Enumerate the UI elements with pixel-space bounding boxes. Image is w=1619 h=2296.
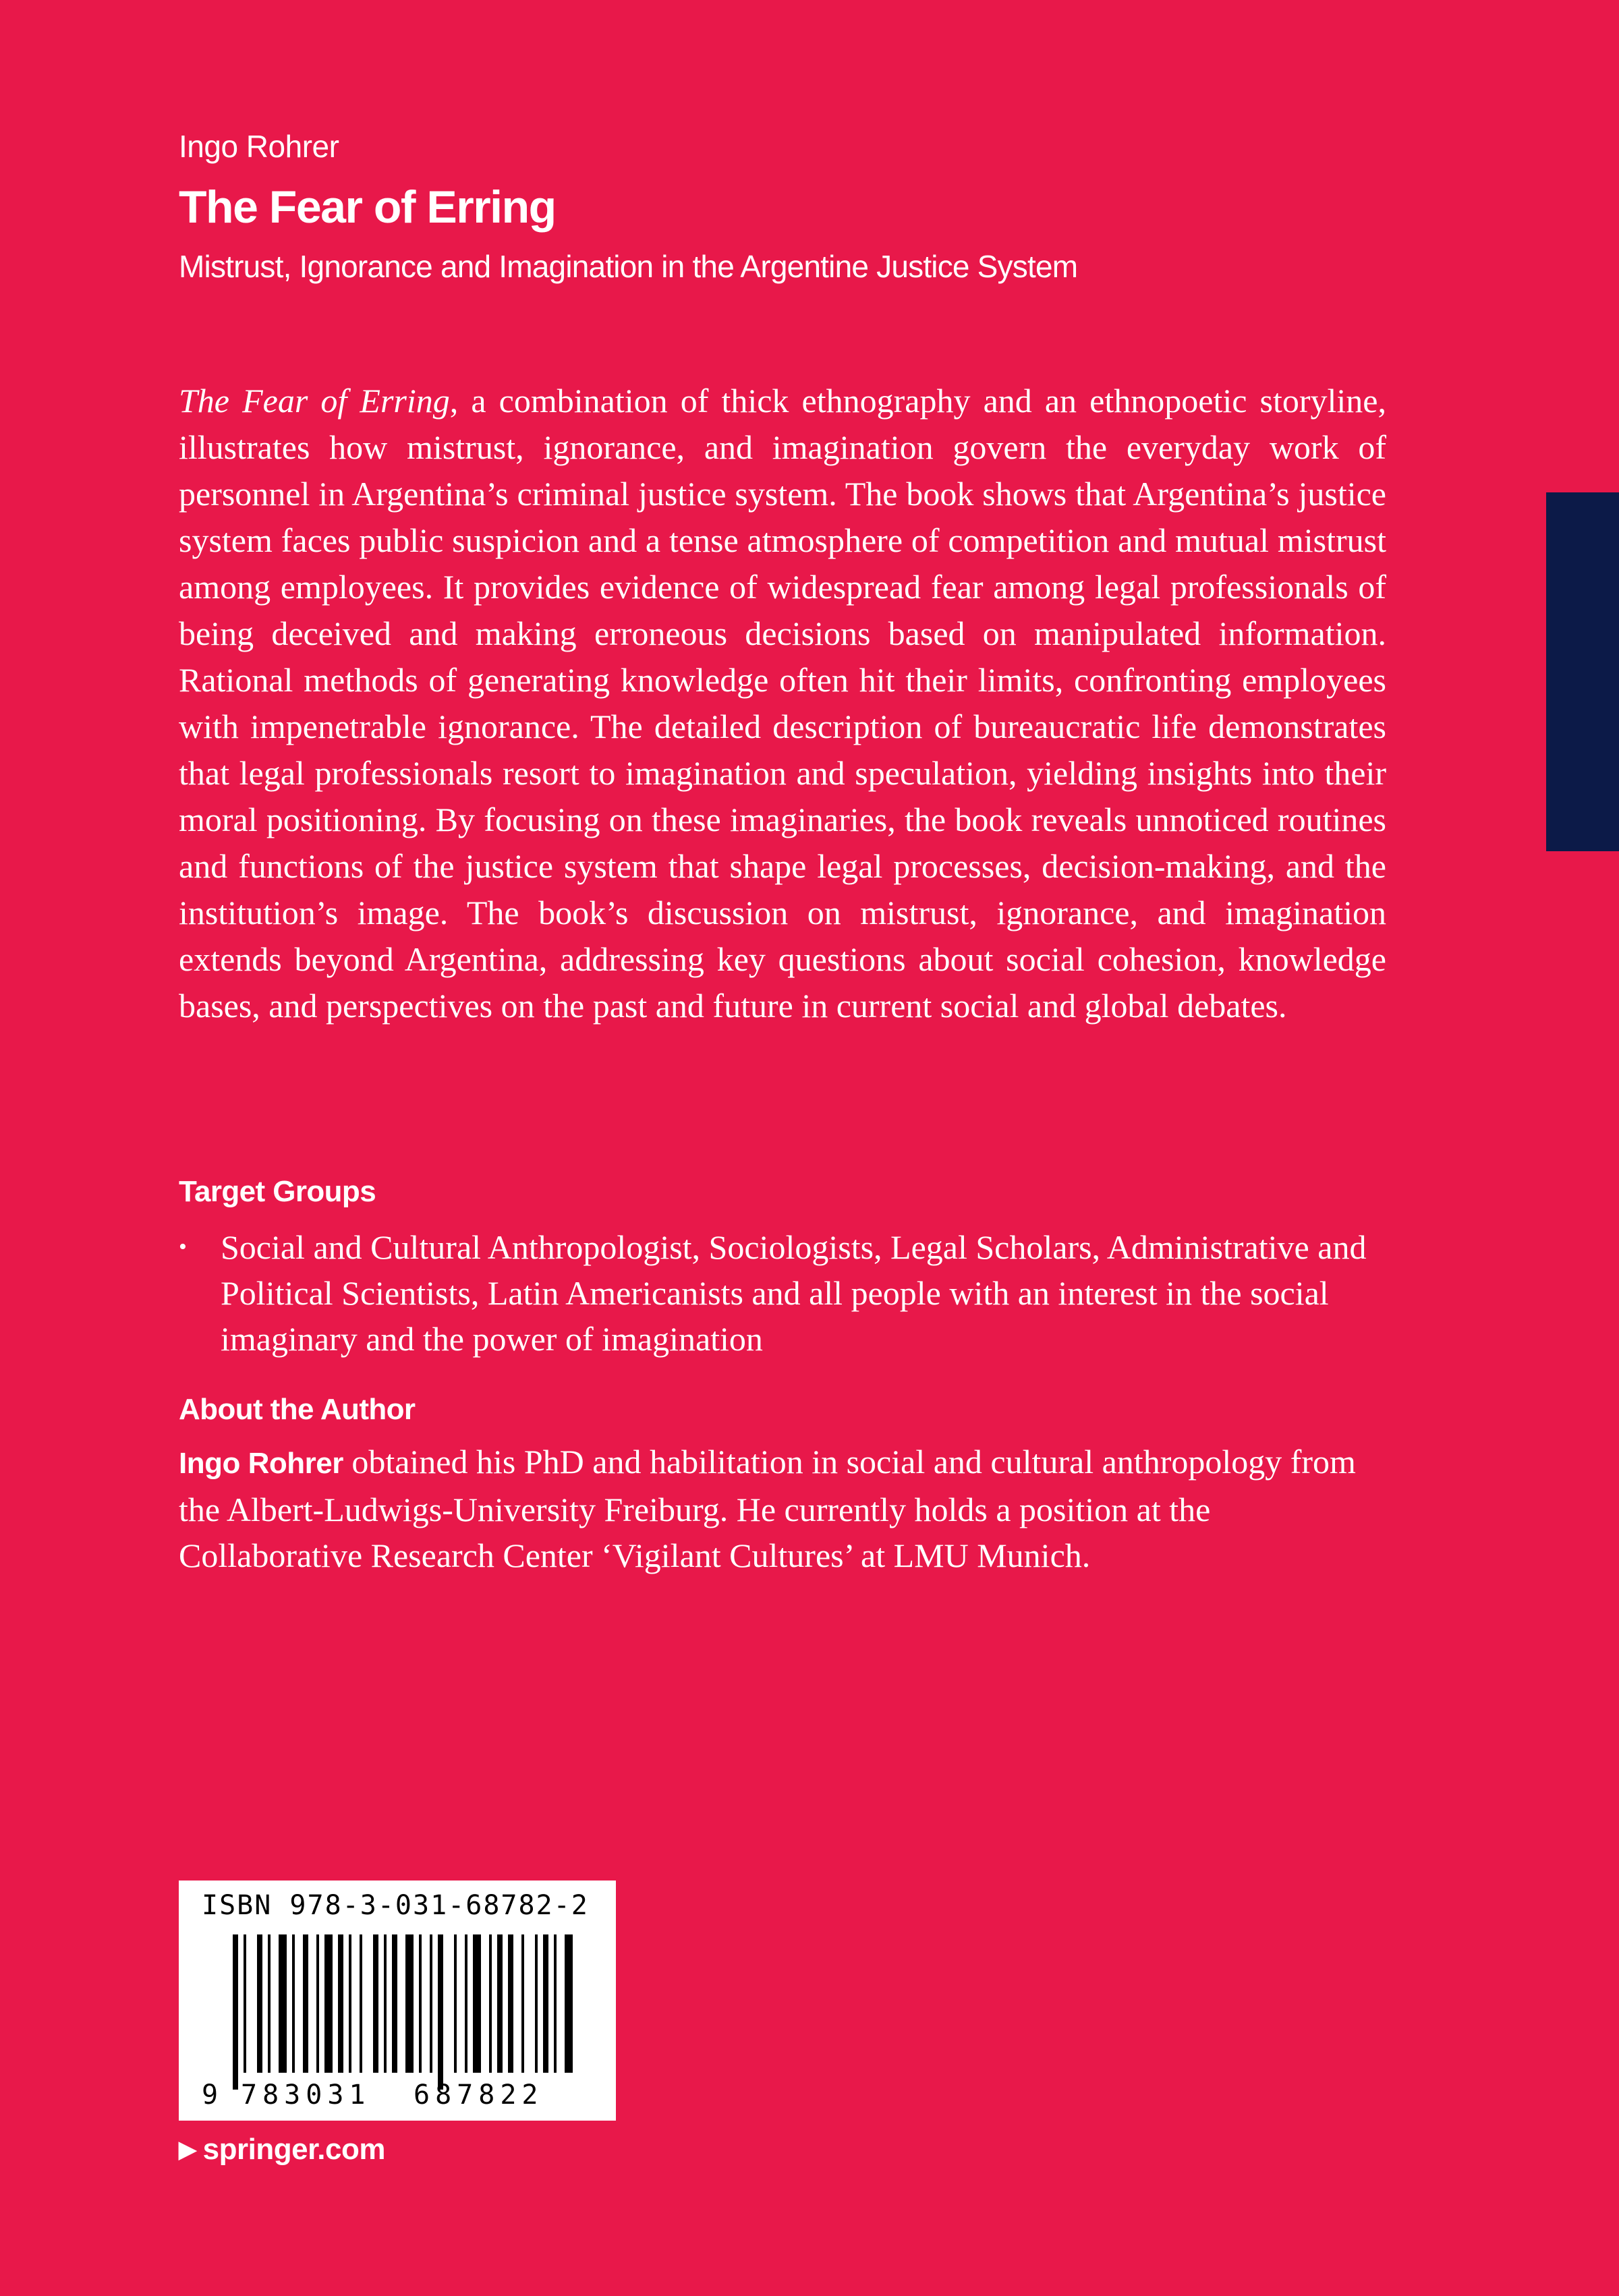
barcode-bar [489, 1934, 492, 2073]
barcode-bar [233, 1934, 238, 2090]
barcode-bar [454, 1934, 457, 2073]
barcode-bar [373, 1934, 378, 2073]
barcode-bar [465, 1934, 467, 2073]
book-description-text: , a combination of thick ethnography and an ethnopoetic storyline, illustrates how mistrust, ignorance, and imagination govern the everyday work of personnel in Argentina’s criminal justice system. The book shows that Argentina’s justice system faces public suspicion and a tense atmosphere of competition and mutual mistrust among employees. It provides evidence of widespread fear among legal professionals of being deceived and making erroneous decisions based on manipulated information. Rational methods of generating knowledge often hit their limits, confronting employees with impenetrable ignorance. The detailed description of bureaucratic life demonstrates that legal professionals resort to imagination and speculation, yielding insights into their moral positioning. By focusing on these imaginaries, the book reveals unnoticed routines and functions of the justice system that shape legal processes, decision-making, and the institution’s image. The book’s discussion on mistrust, ignorance, and imagination extends beyond Argentina, addressing key questions about social cohesion, knowledge bases, and perspectives on the past and future in current social and global debates. [179, 382, 1386, 1025]
target-group-item: Social and Cultural Anthropologist, Sociologists, Legal Scholars, Administrative and Political Scientists, Latin Americanists and all people with an interest in the social imaginary and the power of imagination [221, 1228, 1367, 1358]
book-description [179, 378, 1386, 1029]
barcode-bar [244, 1934, 246, 2073]
barcode-bar [360, 1934, 362, 2073]
barcode-bar [257, 1934, 262, 2073]
barcode-bar [324, 1934, 333, 2073]
barcode-bar [392, 1934, 397, 2073]
barcode-bar [303, 1934, 308, 2073]
barcode-bar [338, 1934, 343, 2073]
barcode-bar [279, 1934, 287, 2073]
barcode-bar [543, 1934, 548, 2073]
barcode-bar [497, 1934, 503, 2073]
barcode-bar [565, 1934, 573, 2073]
book-subtitle: Mistrust, Ignorance and Imagination in the Argentine Justice System [179, 249, 1078, 284]
barcode-bar [384, 1934, 387, 2073]
book-title-italic: The Fear of Erring [179, 382, 450, 420]
isbn-barcode [179, 1881, 616, 2121]
author-bio-text: obtained his PhD and habilitation in social and cultural anthropology from the Albert-Ludwigs-University Freiburg. He currently holds a position at the Collaborative Research Center ‘Vigilant Cultures’ at LMU Munich. [179, 1443, 1356, 1574]
isbn-label: ISBN 978-3-031-68782-2 [202, 1890, 589, 1921]
barcode-bar [268, 1934, 271, 2073]
barcode-digits-right: 687822 [414, 2079, 544, 2111]
barcode-bar [473, 1934, 481, 2073]
barcode-bar [419, 1934, 422, 2073]
about-author-heading: About the Author [179, 1393, 416, 1426]
publisher-link[interactable] [179, 2133, 385, 2166]
book-title: The Fear of Erring [179, 181, 556, 233]
barcode-bar [292, 1934, 295, 2073]
barcode-bar [405, 1934, 414, 2073]
author-bio-name: Ingo Rohrer [179, 1447, 343, 1480]
barcode-bar [430, 1934, 432, 2073]
author-bio [179, 1439, 1393, 1578]
barcode-bar [438, 1934, 443, 2090]
barcode-bar [554, 1934, 557, 2073]
publisher-link-text: springer.com [202, 2133, 385, 2166]
barcode-digits-left: 783031 [241, 2079, 371, 2111]
play-arrow-icon: ▶ [179, 2137, 196, 2162]
barcode-bar [508, 1934, 513, 2073]
barcode-bar [521, 1934, 524, 2073]
target-groups-heading: Target Groups [179, 1175, 376, 1208]
barcode-bar [316, 1934, 319, 2073]
spine-color-tab [1546, 492, 1619, 851]
author-name: Ingo Rohrer [179, 129, 339, 164]
barcode-bar [535, 1934, 538, 2073]
barcode-bar [349, 1934, 351, 2073]
barcode-digit-first: 9 [202, 2079, 219, 2111]
bullet-icon: • [179, 1234, 187, 1259]
